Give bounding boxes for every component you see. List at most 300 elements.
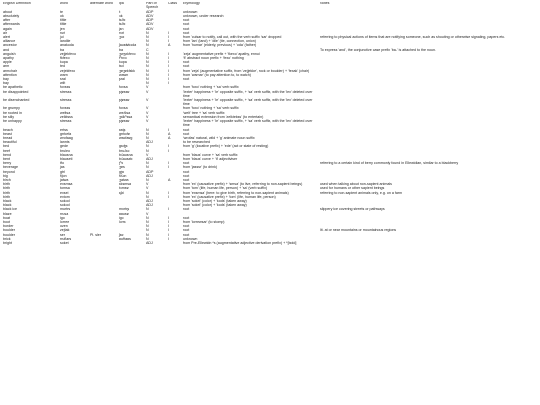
ipa-cell[interactable]: rʊri bbox=[119, 30, 125, 35]
etymology-cell[interactable]: root bbox=[183, 228, 190, 233]
english-definition-cell[interactable]: boulder bbox=[3, 228, 15, 233]
ipa-cell[interactable]: fiʎɔn bbox=[119, 173, 127, 178]
class-cell[interactable]: I bbox=[168, 194, 169, 199]
word-cell[interactable]: gtrl bbox=[60, 169, 65, 174]
ipa-cell[interactable]: tɛd bbox=[119, 64, 124, 69]
english-definition-cell[interactable]: be unhappy bbox=[3, 119, 22, 124]
word-cell[interactable]: jen bbox=[60, 26, 65, 31]
table-row[interactable] bbox=[2, 98, 538, 106]
english-definition-cell[interactable]: bed bbox=[3, 144, 9, 149]
ipa-cell[interactable]: wʁɔfaɐɡ bbox=[119, 135, 133, 140]
alternate-word-cell[interactable] bbox=[89, 98, 118, 106]
english-definition-cell[interactable]: be apathetic bbox=[3, 85, 23, 90]
class-cell[interactable]: I bbox=[168, 215, 169, 220]
class-cell[interactable]: A bbox=[168, 177, 171, 182]
part-of-speech-cell[interactable]: N bbox=[146, 190, 149, 195]
etymology-cell[interactable]: from 'zeja' (augmentative suffix, from 'zejjekke', rock or boulder) + 'fexak' (chair) bbox=[183, 68, 310, 73]
part-of-speech-cell[interactable]: ADJ bbox=[146, 156, 153, 161]
class-cell[interactable]: I bbox=[168, 60, 169, 65]
part-of-speech-cell[interactable]: N bbox=[146, 207, 149, 212]
etymology-cell[interactable]: root bbox=[183, 215, 190, 220]
word-cell[interactable]: warn bbox=[60, 72, 68, 77]
part-of-speech-cell[interactable]: V bbox=[146, 182, 149, 187]
english-definition-cell[interactable]: beverage bbox=[3, 165, 18, 170]
notes-cell[interactable] bbox=[319, 119, 538, 127]
ipa-cell[interactable]: ɛʁtʂ bbox=[119, 127, 126, 132]
notes-cell[interactable]: lit. at or near mountains or mountainous regions bbox=[320, 228, 397, 233]
column-header-notes[interactable]: Notes bbox=[320, 2, 330, 5]
ipa-cell[interactable]: fʰɛxɔ bbox=[119, 56, 127, 61]
ipa-cell[interactable]: tɪʎtɪ bbox=[119, 22, 126, 27]
word-cell[interactable]: lannts bbox=[60, 140, 70, 145]
word-cell[interactable]: wrofaag bbox=[60, 135, 73, 140]
ipa-cell[interactable]: gɛʤɛ bbox=[119, 144, 128, 149]
etymology-cell[interactable]: from 'warnar' (to pay attention to, to watch) bbox=[183, 72, 251, 77]
part-of-speech-cell[interactable]: ADP bbox=[146, 18, 154, 23]
ipa-cell[interactable]: jɛn bbox=[119, 26, 124, 31]
etymology-cell[interactable]: from 'culsar to notify, call out, with the verb suffix 'sar' dropped bbox=[183, 35, 282, 40]
class-cell[interactable]: I bbox=[168, 236, 169, 241]
part-of-speech-cell[interactable]: N bbox=[146, 232, 149, 237]
etymology-cell[interactable]: root bbox=[183, 127, 190, 132]
ipa-cell[interactable]: ʀufɫaʁs bbox=[119, 236, 131, 241]
etymology-cell[interactable]: from 'blaus' curve + 'ti' adjectiviser bbox=[183, 156, 238, 161]
word-cell[interactable]: blauseti bbox=[60, 156, 73, 161]
english-definition-cell[interactable]: black bbox=[3, 203, 12, 208]
word-cell[interactable]: sral bbox=[60, 77, 66, 82]
class-cell[interactable]: I bbox=[168, 144, 169, 149]
english-definition-cell[interactable]: bay bbox=[3, 81, 9, 86]
english-definition-cell[interactable]: attention bbox=[3, 72, 17, 77]
part-of-speech-cell[interactable]: ADV bbox=[146, 26, 154, 31]
part-of-speech-cell[interactable]: C bbox=[146, 47, 149, 52]
part-of-speech-cell[interactable]: V bbox=[146, 106, 149, 111]
part-of-speech-cell[interactable]: N bbox=[146, 135, 149, 140]
word-cell[interactable]: exsei bbox=[60, 190, 69, 195]
table-row[interactable] bbox=[2, 119, 538, 127]
alternate-word-cell[interactable] bbox=[89, 119, 118, 127]
english-definition-cell[interactable]: blaze bbox=[3, 211, 12, 216]
english-definition-cell[interactable]: brick bbox=[3, 236, 11, 241]
notes-cell[interactable] bbox=[319, 241, 538, 245]
part-of-speech-cell[interactable]: N bbox=[146, 131, 149, 136]
ipa-cell[interactable]: ʃɛʀ bbox=[119, 232, 124, 237]
class-cell[interactable] bbox=[167, 119, 182, 127]
part-of-speech-cell[interactable]: N bbox=[146, 165, 149, 170]
english-definition-cell[interactable]: border bbox=[3, 224, 14, 229]
word-cell[interactable]: ertss bbox=[60, 127, 68, 132]
column-header-word[interactable]: word bbox=[60, 2, 68, 5]
word-cell[interactable]: fkfexo bbox=[60, 56, 70, 61]
english-definition-cell[interactable]: boot bbox=[3, 219, 10, 224]
part-of-speech-cell[interactable]: N bbox=[146, 68, 149, 73]
etymology-cell[interactable]: from 'ex' (causative prefix) + 'tom' (life, human life, person) bbox=[183, 194, 276, 199]
ipa-cell[interactable]: foxsa bbox=[119, 85, 128, 90]
ipa-cell[interactable]: ʒatwa bbox=[119, 177, 129, 182]
class-cell[interactable]: I bbox=[168, 77, 169, 82]
class-cell[interactable]: I bbox=[168, 35, 169, 40]
english-definition-cell[interactable]: air bbox=[3, 30, 7, 35]
word-cell[interactable]: foxsss bbox=[60, 85, 71, 90]
ipa-cell[interactable]: ʂral bbox=[119, 77, 125, 82]
column-header-class[interactable]: Class bbox=[168, 2, 177, 5]
word-cell[interactable]: zejekfexo bbox=[60, 68, 76, 73]
ipa-cell[interactable]: bʎausɛtɪ bbox=[119, 156, 133, 161]
ipa-cell[interactable]: ʒɐʒɐkfɛkk bbox=[119, 68, 135, 73]
word-cell[interactable]: ba bbox=[60, 47, 64, 52]
part-of-speech-cell[interactable]: N bbox=[146, 30, 149, 35]
english-definition-cell[interactable]: boat bbox=[3, 215, 10, 220]
word-cell[interactable]: landile bbox=[60, 39, 71, 44]
word-cell[interactable]: jas bbox=[60, 165, 65, 170]
notes-cell[interactable]: used when talking about non-sapient animals bbox=[320, 182, 392, 187]
english-definition-cell[interactable]: birth bbox=[3, 190, 10, 195]
column-header-english-definition[interactable]: English Definition bbox=[3, 2, 31, 5]
class-cell[interactable]: I bbox=[168, 190, 169, 195]
etymology-cell[interactable]: 'lexter' happiness + 'le' opposite suffix, + 'sa' verb suffix, with the 'lex' deleted over time bbox=[183, 98, 313, 107]
english-definition-cell[interactable]: bay bbox=[3, 77, 9, 82]
ipa-cell[interactable]: kupa bbox=[119, 60, 127, 65]
english-definition-cell[interactable]: black bbox=[3, 198, 12, 203]
etymology-cell[interactable]: root bbox=[183, 64, 190, 69]
word-cell[interactable]: soket bbox=[60, 240, 69, 245]
word-cell[interactable]: extom bbox=[60, 194, 70, 199]
etymology-cell[interactable]: root bbox=[183, 232, 190, 237]
notes-cell[interactable]: referring to physical actions of items that are notifying someone, such as shouting or otherwise signaling, papers etc. bbox=[320, 35, 506, 40]
word-cell[interactable]: bruleo bbox=[60, 148, 70, 153]
word-cell[interactable]: igo bbox=[60, 215, 65, 220]
etymology-cell[interactable]: semantical extension from 'zelktekss' (to entertain) bbox=[183, 114, 264, 119]
etymology-cell[interactable]: 'fi' abstract noun prefix + 'fexo' nothing bbox=[183, 56, 244, 61]
etymology-cell[interactable]: root bbox=[183, 224, 190, 229]
english-definition-cell[interactable]: bent bbox=[3, 156, 10, 161]
word-cell[interactable]: stresss bbox=[60, 89, 72, 94]
part-of-speech-cell[interactable]: V bbox=[146, 110, 149, 115]
etymology-cell[interactable]: root bbox=[183, 77, 190, 82]
class-cell[interactable]: I bbox=[168, 127, 169, 132]
class-cell[interactable]: I bbox=[168, 232, 169, 237]
class-cell[interactable]: I bbox=[168, 64, 169, 69]
word-cell[interactable]: tomsa bbox=[60, 186, 70, 191]
ipa-cell[interactable]: ɔk bbox=[119, 14, 123, 19]
word-cell[interactable]: rrusa bbox=[60, 211, 69, 216]
ipa-cell[interactable]: ʒwʒɛkfexɔ bbox=[119, 51, 136, 56]
word-cell[interactable]: fijon bbox=[60, 173, 67, 178]
word-cell[interactable]: murtrs bbox=[60, 207, 71, 212]
ipa-cell[interactable]: ba bbox=[119, 47, 123, 52]
ipa-cell[interactable] bbox=[118, 241, 145, 245]
part-of-speech-cell[interactable]: ADJ bbox=[146, 140, 153, 145]
class-cell[interactable]: A bbox=[168, 135, 171, 140]
english-definition-cell[interactable]: arm bbox=[3, 64, 10, 69]
class-cell[interactable]: I bbox=[168, 30, 169, 35]
ipa-cell[interactable]: foxsa bbox=[119, 106, 128, 111]
word-cell[interactable]: blausna bbox=[60, 152, 73, 157]
word-cell[interactable]: ruri bbox=[60, 30, 66, 35]
part-of-speech-cell[interactable]: N bbox=[146, 64, 149, 69]
class-cell[interactable]: I bbox=[168, 148, 169, 153]
ipa-cell[interactable]: ɛksmsa bbox=[119, 182, 132, 187]
alternate-word-cell[interactable]: Pl. sler bbox=[90, 232, 101, 237]
etymology-cell[interactable]: root bbox=[183, 22, 190, 27]
english-definition-cell[interactable]: be grumpy bbox=[3, 106, 20, 111]
etymology-cell[interactable]: from 'ex' (causative prefix) + 'smsa' (to live, referring to non-sapient beings) bbox=[183, 182, 303, 187]
ipa-cell[interactable]: ɛʃɛi bbox=[119, 190, 124, 195]
part-of-speech-cell[interactable]: N bbox=[146, 236, 149, 241]
ipa-cell[interactable]: grrkɛfɐ bbox=[119, 131, 130, 136]
part-of-speech-cell[interactable]: N bbox=[146, 81, 149, 86]
etymology-cell[interactable]: from 'g' (locative prefix) + 'ede' (act or state of resting) bbox=[183, 144, 269, 149]
part-of-speech-cell[interactable]: N bbox=[146, 77, 149, 82]
class-cell[interactable]: I bbox=[168, 68, 169, 73]
part-of-speech-cell[interactable]: N bbox=[146, 228, 149, 233]
word-cell[interactable]: rruflars bbox=[60, 236, 72, 241]
class-cell[interactable]: A bbox=[168, 43, 171, 48]
english-definition-cell[interactable]: after bbox=[3, 18, 11, 23]
class-cell[interactable]: I bbox=[168, 51, 169, 56]
etymology-cell[interactable]: unknown, under research bbox=[183, 14, 224, 19]
word-cell[interactable]: gede bbox=[60, 144, 68, 149]
english-definition-cell[interactable]: birth bbox=[3, 186, 10, 191]
ipa-cell[interactable]: ɡʈʁ bbox=[119, 169, 124, 174]
english-definition-cell[interactable]: ancestor bbox=[3, 43, 17, 48]
word-cell[interactable]: ozen bbox=[60, 224, 68, 229]
etymology-cell[interactable]: root bbox=[183, 18, 190, 23]
part-of-speech-cell[interactable]: N bbox=[146, 148, 149, 153]
english-definition-cell[interactable]: be silly bbox=[3, 114, 14, 119]
ipa-cell[interactable]: wawn bbox=[119, 72, 129, 77]
word-cell[interactable]: jatwa bbox=[60, 177, 69, 182]
ipa-cell[interactable]: ʈʰɔ bbox=[119, 161, 124, 166]
class-cell[interactable]: I bbox=[168, 224, 169, 229]
part-of-speech-cell[interactable]: N bbox=[146, 144, 149, 149]
etymology-cell[interactable]: 'welt' tree + 'sa' verb suffix bbox=[183, 110, 225, 115]
word-cell[interactable]: ok bbox=[60, 14, 64, 19]
class-cell[interactable]: I bbox=[168, 72, 169, 77]
part-of-speech-cell[interactable]: V bbox=[146, 98, 149, 103]
notes-cell[interactable]: used for humans or other sapient beings bbox=[320, 186, 385, 191]
english-definition-cell[interactable]: afterwards bbox=[3, 22, 20, 27]
part-of-speech-cell[interactable]: V bbox=[146, 119, 149, 124]
english-definition-cell[interactable]: be disenchanted bbox=[3, 98, 30, 103]
class-cell[interactable] bbox=[167, 241, 182, 245]
etymology-cell[interactable]: root bbox=[183, 207, 190, 212]
etymology-cell[interactable]: root bbox=[183, 131, 190, 136]
word-cell[interactable]: jui bbox=[60, 35, 64, 40]
ipa-cell[interactable]: weʎtsa bbox=[119, 110, 131, 115]
word-cell[interactable]: lorree bbox=[60, 219, 70, 224]
english-definition-cell[interactable]: bright bbox=[3, 240, 12, 245]
part-of-speech-cell[interactable]: N bbox=[146, 127, 149, 132]
ipa-cell[interactable]: ʀʀusɐ bbox=[119, 211, 129, 216]
notes-cell[interactable] bbox=[319, 90, 538, 98]
etymology-cell[interactable]: from Pre-Ellewidn *s (augmentative adjective derivation prefix) + *[bold] bbox=[183, 240, 297, 245]
ipa-cell[interactable]: bʎausna bbox=[119, 152, 133, 157]
part-of-speech-cell[interactable]: V bbox=[146, 211, 149, 216]
ipa-cell[interactable]: mʊrtrʂ bbox=[119, 207, 130, 212]
etymology-cell[interactable]: 'wrofas' natural, wild + 'g' animate noun suffix bbox=[183, 135, 255, 140]
part-of-speech-cell[interactable]: V bbox=[146, 85, 149, 90]
english-definition-cell[interactable]: berry bbox=[3, 161, 12, 166]
etymology-cell[interactable]: from 'sokel' (color) + 'kods' (taken away) bbox=[183, 198, 247, 203]
part-of-speech-cell[interactable]: N bbox=[146, 39, 149, 44]
part-of-speech-cell[interactable]: ADJ bbox=[146, 203, 153, 208]
english-definition-cell[interactable]: anguish bbox=[3, 51, 16, 56]
word-cell[interactable]: te bbox=[60, 9, 63, 14]
alternate-word-cell[interactable] bbox=[89, 90, 118, 98]
etymology-cell[interactable]: root bbox=[183, 30, 190, 35]
word-cell[interactable]: wilt bbox=[60, 81, 66, 86]
column-header-etymology[interactable]: Etymology bbox=[183, 2, 200, 5]
class-cell[interactable]: I bbox=[168, 161, 169, 166]
word-cell[interactable]: sokod bbox=[60, 203, 70, 208]
part-of-speech-cell[interactable]: N bbox=[146, 72, 149, 77]
word-cell[interactable]: foxsss bbox=[60, 106, 71, 111]
english-definition-cell[interactable]: and bbox=[3, 47, 9, 52]
etymology-cell[interactable]: unknown bbox=[183, 236, 198, 241]
etymology-cell[interactable]: root bbox=[183, 26, 190, 31]
etymology-cell[interactable]: from 'foxo' nothing + 'sa' verb suffix bbox=[183, 106, 239, 111]
part-of-speech-cell[interactable]: V bbox=[146, 186, 149, 191]
part-of-speech-cell[interactable]: N bbox=[146, 161, 149, 166]
english-definition-cell[interactable]: birch bbox=[3, 177, 11, 182]
etymology-cell[interactable]: from 'jasssr' (to drink) bbox=[183, 165, 218, 170]
english-definition-cell[interactable]: alert bbox=[3, 35, 10, 40]
ipa-cell[interactable]: tː bbox=[119, 9, 121, 14]
english-definition-cell[interactable]: armchair bbox=[3, 68, 17, 73]
english-definition-cell[interactable]: about bbox=[3, 9, 12, 14]
english-definition-cell[interactable]: boulder bbox=[3, 232, 15, 237]
class-cell[interactable] bbox=[167, 90, 182, 98]
etymology-cell[interactable]: from 'blaus' curve + 'sa' verb suffix bbox=[183, 152, 238, 157]
column-header-alternate-word[interactable]: alternate word bbox=[90, 2, 113, 5]
word-cell[interactable]: stresss bbox=[60, 119, 72, 124]
notes-cell[interactable]: slippery ice covering streets or pathways bbox=[320, 207, 385, 212]
word-cell[interactable]: weltsa bbox=[60, 110, 71, 115]
english-definition-cell[interactable]: absolutely bbox=[3, 14, 20, 19]
notes-cell[interactable] bbox=[319, 98, 538, 106]
part-of-speech-cell[interactable]: V bbox=[146, 89, 149, 94]
etymology-cell[interactable]: from 'exsmsa' (here: to give birth, referring to non-sapient animals) bbox=[183, 190, 289, 195]
word-cell[interactable]: zejjekfexo bbox=[60, 51, 76, 56]
class-cell[interactable]: I bbox=[168, 165, 169, 170]
part-of-speech-cell[interactable]: N bbox=[146, 215, 149, 220]
ipa-cell[interactable]: ʂʈɐssɐ bbox=[119, 119, 130, 124]
ipa-cell[interactable]: bruʎɛɔ bbox=[119, 148, 130, 153]
etymology-cell[interactable]: from 'tom' (life, human life, person) + 'sa' (verb suffix) bbox=[183, 186, 268, 191]
part-of-speech-cell[interactable]: ADV bbox=[146, 14, 154, 19]
part-of-speech-cell[interactable]: N bbox=[146, 194, 149, 199]
etymology-cell[interactable]: from 'sokel' (color) + 'kods' (taken away) bbox=[183, 203, 247, 208]
part-of-speech-cell[interactable]: N bbox=[146, 224, 149, 229]
etymology-cell[interactable]: unknown bbox=[183, 9, 198, 14]
etymology-cell[interactable]: 'zeja' augmentative prefix + 'fkexo' apathy, ennui bbox=[183, 51, 260, 56]
class-cell[interactable]: I bbox=[168, 228, 169, 233]
alternate-word-cell[interactable] bbox=[89, 241, 118, 245]
etymology-cell[interactable]: to be researched bbox=[183, 140, 210, 145]
english-definition-cell[interactable]: apple bbox=[3, 60, 12, 65]
ipa-cell[interactable]: tɪʎtɪ bbox=[119, 18, 126, 23]
english-definition-cell[interactable]: bend bbox=[3, 152, 11, 157]
english-definition-cell[interactable]: beast bbox=[3, 131, 12, 136]
part-of-speech-cell[interactable]: N bbox=[146, 56, 149, 61]
part-of-speech-cell[interactable]: ADV bbox=[146, 22, 154, 27]
part-of-speech-cell[interactable]: N bbox=[146, 60, 149, 65]
class-cell[interactable]: I bbox=[168, 207, 169, 212]
table-row[interactable] bbox=[2, 90, 538, 98]
etymology-cell[interactable]: root bbox=[183, 173, 190, 178]
ipa-cell[interactable]: ʃauʁlɐkɔda bbox=[119, 43, 137, 48]
column-header-part-of-speech[interactable]: Part of Speech bbox=[146, 2, 159, 9]
ipa-cell[interactable]: ʒuɪ bbox=[119, 35, 125, 40]
part-of-speech-cell[interactable]: ADJ bbox=[146, 173, 153, 178]
word-cell[interactable]: exsmsa bbox=[60, 182, 73, 187]
part-of-speech-cell[interactable]: ADP bbox=[146, 169, 154, 174]
notes-cell[interactable]: To express 'and', the conjunctive case prefix 'ba-' is attached to the noun. bbox=[320, 47, 437, 52]
english-definition-cell[interactable]: alliance bbox=[3, 39, 16, 44]
english-definition-cell[interactable]: big bbox=[3, 173, 8, 178]
part-of-speech-cell[interactable]: N bbox=[146, 35, 149, 40]
ipa-cell[interactable]: ʒɐs bbox=[119, 165, 125, 170]
ipa-cell[interactable]: lɔrrɛ bbox=[119, 219, 126, 224]
etymology-cell[interactable]: root bbox=[183, 169, 190, 174]
etymology-cell[interactable]: from 'lan' (land) + 'dile' (tie, connection, union) bbox=[183, 39, 256, 44]
word-cell[interactable]: grrkefa bbox=[60, 131, 72, 136]
part-of-speech-cell[interactable]: ADJ bbox=[146, 198, 153, 203]
english-definition-cell[interactable]: be rooted in bbox=[3, 110, 22, 115]
word-cell[interactable]: tiltie bbox=[60, 22, 67, 27]
ipa-cell[interactable]: ʂʈɐssɐ bbox=[119, 98, 130, 103]
etymology-cell[interactable]: root bbox=[183, 177, 190, 182]
class-cell[interactable]: I bbox=[168, 81, 169, 86]
etymology-cell[interactable]: root bbox=[183, 161, 190, 166]
part-of-speech-cell[interactable]: V bbox=[146, 152, 149, 157]
part-of-speech-cell[interactable]: ADP bbox=[146, 9, 154, 14]
part-of-speech-cell[interactable]: N bbox=[146, 219, 149, 224]
english-definition-cell[interactable]: be disappointed bbox=[3, 89, 29, 94]
word-cell[interactable]: stresss bbox=[60, 98, 72, 103]
word-cell[interactable]: anakoda bbox=[60, 43, 74, 48]
word-cell[interactable]: ted bbox=[60, 64, 65, 69]
part-of-speech-cell[interactable]: N bbox=[146, 51, 149, 56]
table-row[interactable] bbox=[2, 241, 538, 245]
part-of-speech-cell[interactable]: N bbox=[146, 43, 149, 48]
english-definition-cell[interactable]: beautiful bbox=[3, 140, 17, 145]
english-definition-cell[interactable]: beach bbox=[3, 127, 13, 132]
part-of-speech-cell[interactable]: N bbox=[146, 177, 149, 182]
english-definition-cell[interactable]: black ice bbox=[3, 207, 17, 212]
word-cell[interactable]: ser bbox=[60, 232, 65, 237]
english-definition-cell[interactable]: birth bbox=[3, 182, 10, 187]
ipa-cell[interactable]: tɔmsɐ bbox=[119, 186, 129, 191]
word-cell[interactable]: zejtak bbox=[60, 228, 70, 233]
english-definition-cell[interactable]: again bbox=[3, 26, 12, 31]
etymology-cell[interactable]: from 'lorrewsar' (to stomp) bbox=[183, 219, 225, 224]
english-definition-cell[interactable]: beyond bbox=[3, 169, 15, 174]
column-header-ipa[interactable]: ipa bbox=[119, 2, 124, 5]
notes-cell[interactable]: referring to non-sapient animals only, e.g. on a farm bbox=[320, 190, 403, 195]
etymology-cell[interactable]: 'lexter' happiness + 'le' opposite suffix, + 'sa' verb suffix, with the 'lex' deleted over time bbox=[183, 89, 313, 98]
english-definition-cell[interactable]: birth bbox=[3, 194, 10, 199]
ipa-cell[interactable]: iɡɔ bbox=[119, 215, 124, 220]
ipa-cell[interactable]: ʒɛlkʰssa bbox=[119, 114, 133, 119]
class-cell[interactable] bbox=[167, 98, 182, 106]
part-of-speech-cell[interactable]: V bbox=[146, 114, 149, 119]
english-definition-cell[interactable]: beef bbox=[3, 148, 10, 153]
class-cell[interactable]: A bbox=[168, 131, 171, 136]
etymology-cell[interactable]: root bbox=[183, 60, 190, 65]
word-cell[interactable]: tfo bbox=[60, 161, 64, 166]
